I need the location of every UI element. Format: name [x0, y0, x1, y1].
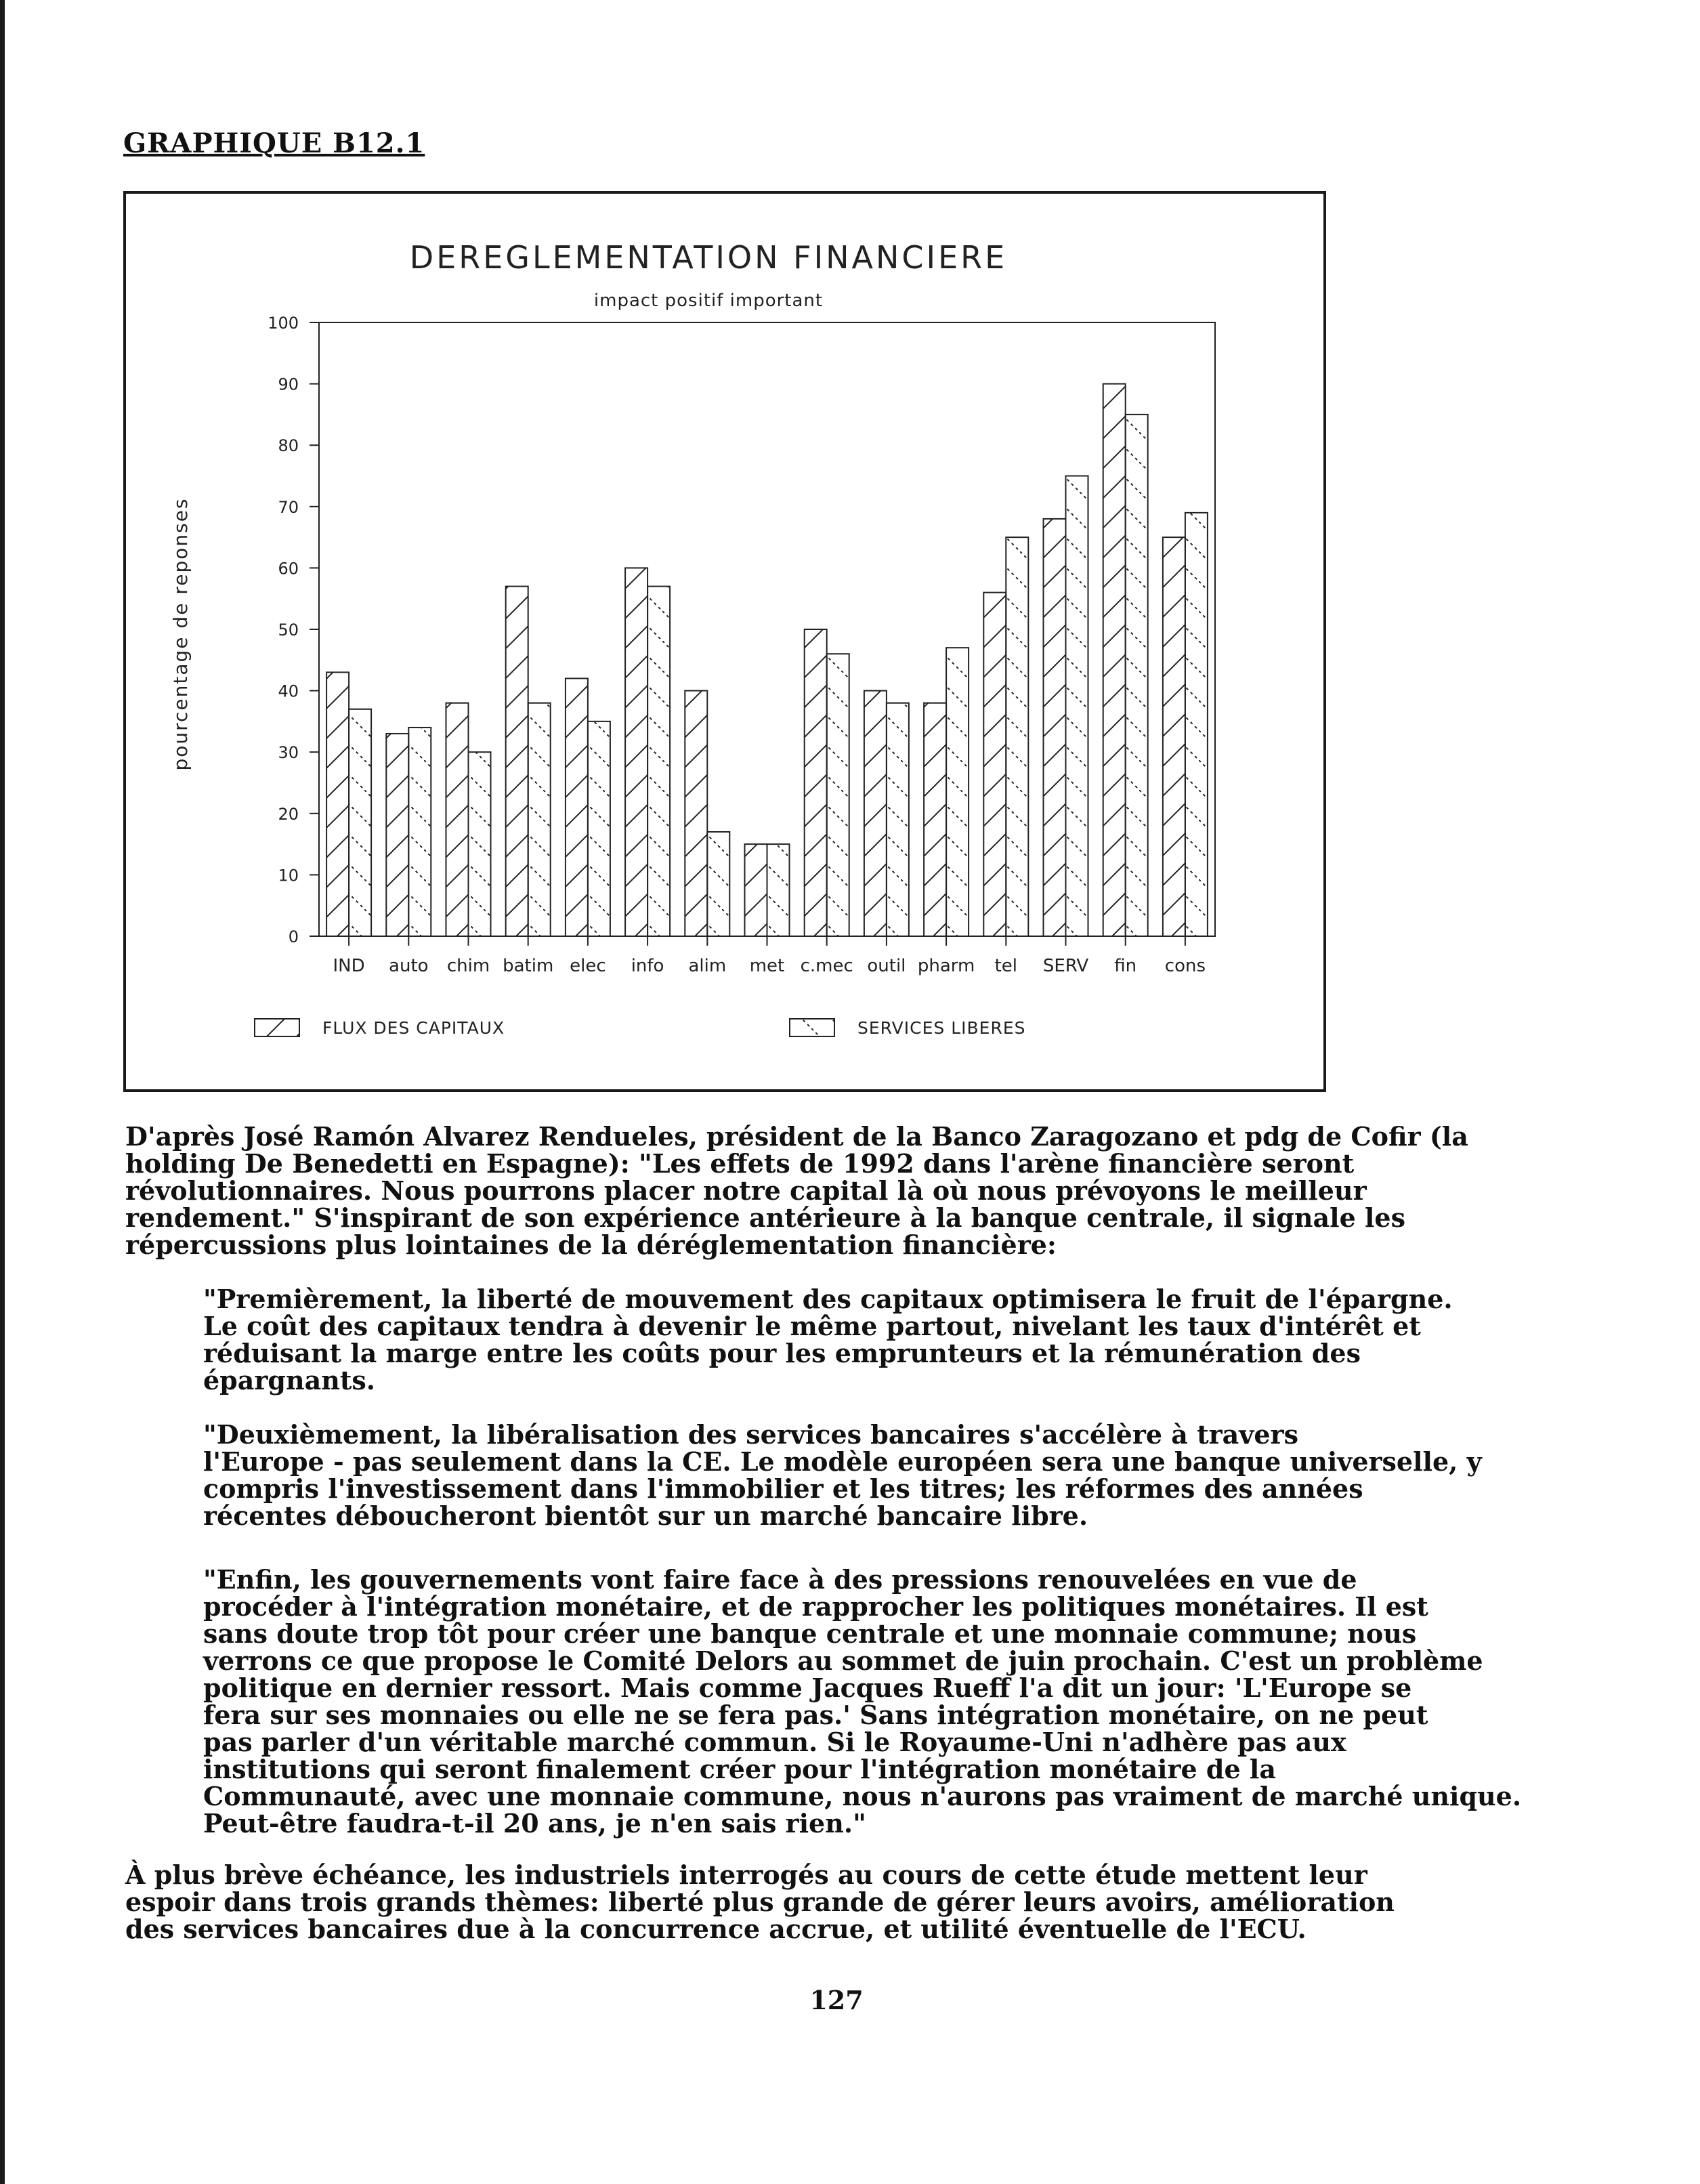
bar-services-liberes-cons — [1185, 513, 1208, 936]
y-tick-label: 30 — [278, 743, 299, 763]
x-category-label: batim — [503, 956, 554, 976]
page-left-edge-rule — [0, 0, 5, 2184]
paragraph-quote1 — [203, 1286, 1531, 1394]
legend-swatch — [255, 1019, 299, 1036]
paragraph-quote2 — [203, 1421, 1531, 1530]
text-line: procéder à l'intégration monétaire, et de rapprocher les politiques monétaires. Il est — [203, 1591, 1428, 1622]
x-category-label: SERV — [1042, 956, 1089, 976]
legend-swatch — [790, 1019, 834, 1036]
text-line: fera sur ses monnaies ou elle ne se fera pas.' Sans intégration monétaire, on ne peut — [203, 1700, 1428, 1730]
bar-services-liberes-serv — [1066, 476, 1088, 937]
x-category-label: auto — [389, 956, 429, 976]
bar-flux-capitaux-fin — [1103, 384, 1126, 936]
legend-label: SERVICES LIBERES — [857, 1018, 1026, 1038]
bar-services-liberes-elec — [588, 721, 610, 936]
bar-services-liberes-tel — [1006, 537, 1028, 936]
bar-services-liberes-batim — [528, 703, 551, 936]
bar-chart — [126, 194, 1323, 1089]
bar-flux-capitaux-elec — [566, 678, 588, 936]
text-line: révolutionnaires. Nous pourrons placer notre capital là où nous prévoyons le meilleur — [125, 1175, 1367, 1206]
x-category-label: outil — [867, 956, 906, 976]
text-line: compris l'investissement dans l'immobilier et les titres; les réformes des années — [203, 1473, 1363, 1504]
x-category-label: chim — [446, 956, 490, 976]
bar-flux-capitaux-chim — [446, 703, 469, 936]
bar-services-liberes-cmec — [827, 654, 849, 936]
x-category-label: cons — [1164, 956, 1206, 976]
text-line: répercussions plus lointaines de la déréglementation financière: — [125, 1230, 1057, 1260]
bar-flux-capitaux-tel — [983, 593, 1006, 936]
text-line: rendement." S'inspirant de son expérience antérieure à la banque centrale, il signale les — [125, 1202, 1405, 1233]
text-line: "Enfin, les gouvernements vont faire face à des pressions renouvelées en vue de — [203, 1564, 1357, 1595]
text-line: politique en dernier ressort. Mais comme Jacques Rueff l'a dit un jour: 'L'Europe se — [203, 1673, 1412, 1703]
bar-services-liberes-ind — [349, 709, 371, 936]
bar-flux-capitaux-batim — [506, 587, 528, 936]
y-tick-label: 60 — [278, 559, 299, 579]
text-line: D'après José Ramón Alvarez Rendueles, président de la Banco Zaragozano et pdg de Cofir (la — [125, 1121, 1468, 1152]
x-category-label: alim — [688, 956, 727, 976]
x-category-label: pharm — [917, 956, 975, 976]
text-line: pas parler d'un véritable marché commun. Si le Royaume-Uni n'adhère pas aux — [203, 1727, 1346, 1757]
text-line: récentes déboucheront bientôt sur un marché bancaire libre. — [203, 1500, 1088, 1531]
bar-services-liberes-pharm — [946, 648, 969, 936]
text-line: verrons ce que propose le Comité Delors au sommet de juin prochain. C'est un problème — [203, 1645, 1483, 1676]
figure-heading: GRAPHIQUE B12.1 — [123, 127, 425, 159]
bar-services-liberes-fin — [1126, 415, 1148, 936]
paragraph-intro — [125, 1123, 1537, 1259]
y-tick-label: 0 — [288, 927, 299, 946]
y-tick-label: 10 — [278, 866, 299, 885]
bar-flux-capitaux-serv — [1044, 519, 1066, 936]
x-category-label: c.mec — [800, 956, 853, 976]
text-line: holding De Benedetti en Espagne): "Les effets de 1992 dans l'arène financière seront — [125, 1148, 1355, 1179]
page-number: 127 — [809, 1985, 864, 2015]
x-category-label: info — [631, 956, 664, 976]
bar-services-liberes-alim — [707, 832, 729, 936]
text-line: Peut-être faudra-t-il 20 ans, je n'en sais rien." — [203, 1808, 866, 1839]
text-line: épargnants. — [203, 1365, 376, 1395]
y-tick-label: 40 — [278, 681, 299, 701]
paragraph-quote3 — [203, 1566, 1531, 1837]
text-line: Communauté, avec une monnaie commune, nous n'aurons pas vraiment de marché unique. — [203, 1781, 1522, 1811]
text-line: À plus brève échéance, les industriels interrogés au cours de cette étude mettent leur — [125, 1860, 1367, 1890]
bar-flux-capitaux-alim — [685, 691, 707, 936]
chart-title: DEREGLEMENTATION FINANCIERE — [409, 239, 1008, 276]
x-category-label: tel — [994, 956, 1018, 976]
text-line: sans doute trop tôt pour créer une banque centrale et une monnaie commune; nous — [203, 1618, 1417, 1649]
y-tick-label: 80 — [278, 436, 299, 456]
legend-label: FLUX DES CAPITAUX — [322, 1018, 505, 1038]
y-tick-label: 100 — [268, 314, 299, 333]
text-line: "Deuxièmement, la libéralisation des services bancaires s'accélère à travers — [203, 1419, 1298, 1450]
y-tick-label: 20 — [278, 804, 299, 824]
bar-services-liberes-outil — [887, 703, 909, 936]
y-tick-label: 90 — [278, 375, 299, 394]
bar-flux-capitaux-ind — [326, 672, 349, 936]
text-line: espoir dans trois grands thèmes: liberté plus grande de gérer leurs avoirs, amélioration — [125, 1887, 1395, 1917]
bar-services-liberes-met — [767, 844, 790, 936]
bar-flux-capitaux-pharm — [924, 703, 946, 936]
text-line: des services bancaires due à la concurrence accrue, et utilité éventuelle de l'ECU. — [125, 1914, 1306, 1944]
text-line: "Premièrement, la liberté de mouvement des capitaux optimisera le fruit de l'épargne. — [203, 1284, 1453, 1314]
text-line: réduisant la marge entre les coûts pour les emprunteurs et la rémunération des — [203, 1338, 1361, 1368]
bar-flux-capitaux-cmec — [805, 629, 827, 936]
bar-services-liberes-chim — [469, 752, 491, 936]
x-category-label: elec — [570, 956, 606, 976]
bar-flux-capitaux-cons — [1163, 537, 1185, 936]
text-line: l'Europe - pas seulement dans la CE. Le modèle européen sera une banque universelle, y — [203, 1446, 1482, 1477]
bar-services-liberes-auto — [408, 728, 431, 936]
bar-flux-capitaux-met — [745, 844, 767, 936]
x-category-label: fin — [1114, 956, 1137, 976]
x-category-label: met — [749, 956, 785, 976]
y-axis-label: pourcentage de reponses — [169, 497, 192, 771]
y-tick-label: 70 — [278, 497, 299, 517]
bar-flux-capitaux-info — [625, 568, 647, 936]
bar-flux-capitaux-auto — [386, 734, 408, 936]
x-category-label: IND — [333, 956, 365, 976]
text-line: institutions qui seront finalement créer pour l'intégration monétaire de la — [203, 1754, 1276, 1784]
chart-subtitle: impact positif important — [593, 291, 824, 311]
bar-flux-capitaux-outil — [864, 691, 887, 936]
bar-services-liberes-info — [647, 587, 670, 936]
figure-frame — [123, 191, 1326, 1092]
paragraph-closing — [125, 1862, 1537, 1943]
text-line: Le coût des capitaux tendra à devenir le même partout, nivelant les taux d'intérêt et — [203, 1311, 1421, 1341]
y-tick-label: 50 — [278, 621, 299, 639]
